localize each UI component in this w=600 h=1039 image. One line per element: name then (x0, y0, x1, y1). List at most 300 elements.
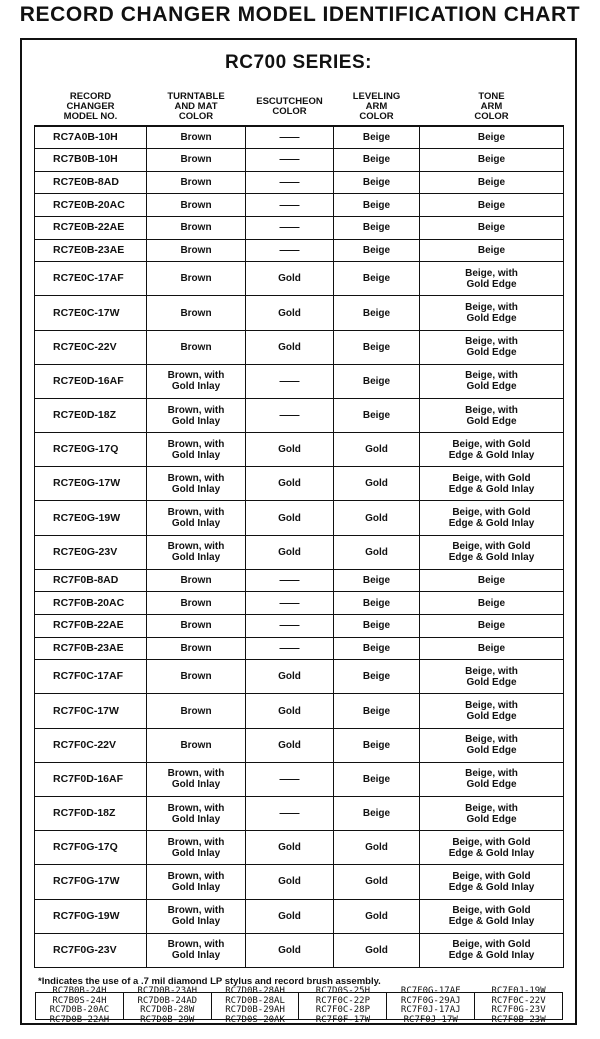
tone-arm-color-cell (420, 262, 564, 296)
cell-line: Brown (180, 575, 212, 587)
table-row (35, 899, 564, 933)
turntable-color-cell (147, 149, 246, 172)
footnote-model-item: RC7F0B-23W (491, 1014, 546, 1025)
cell-line: Gold Edge (466, 347, 517, 359)
cell-line: Gold Edge (466, 676, 517, 688)
cell-line: Edge & Gold Inlay (448, 483, 535, 495)
cell-line: Brown, with (167, 802, 225, 814)
leveling-arm-color-cell (334, 865, 420, 899)
model-number-cell: RC7F0G-19W (35, 899, 147, 933)
cell-line: Beige (362, 154, 391, 166)
turntable-color-cell (147, 217, 246, 240)
tone-arm-color-cell (420, 194, 564, 217)
cell-line: Gold Inlay (171, 847, 221, 859)
model-number-cell: RC7F0D-16AF (35, 762, 147, 796)
tone-arm-color-cell (420, 569, 564, 592)
footnote-model-item: RC7D0B-28AL (225, 995, 285, 1006)
turntable-color-cell (147, 262, 246, 296)
turntable-color-cell (147, 194, 246, 217)
escutcheon-color-cell (246, 501, 334, 535)
cell-line: Beige (477, 244, 506, 256)
cell-line: Beige, with (465, 336, 518, 348)
cell-line: Brown (180, 341, 212, 353)
table-row (35, 762, 564, 796)
cell-line: Beige, with Gold (452, 939, 531, 951)
cell-line: Edge & Gold Inlay (448, 449, 535, 461)
cell-line: Beige (362, 620, 391, 632)
escutcheon-color-cell (246, 694, 334, 728)
cell-line: Beige (362, 597, 391, 609)
footnote-model-item: RC7F0G-23V (491, 1005, 546, 1015)
model-number-cell: RC7E0C-17AF (35, 262, 147, 296)
cell-line: Beige (362, 273, 391, 285)
table-row (35, 398, 564, 432)
cell-line: Beige (362, 705, 391, 717)
tone-arm-color-cell (420, 796, 564, 830)
tone-arm-color-cell (420, 126, 564, 149)
tone-arm-color-cell (420, 933, 564, 967)
tone-arm-color-cell (420, 535, 564, 569)
header-line: ESCUTCHEON (256, 95, 323, 107)
turntable-color-cell (147, 831, 246, 865)
cell-line: Gold (365, 512, 388, 524)
model-number-cell: RC7E0B-23AE (35, 239, 147, 262)
cell-line: Beige, with (465, 404, 518, 416)
header-escutcheon-color (246, 86, 334, 126)
table-row (35, 615, 564, 638)
model-number-cell: RC7E0G-23V (35, 535, 147, 569)
cell-line: —— (279, 199, 300, 211)
page-title: RECORD CHANGER MODEL IDENTIFICATION CHART (19, 3, 581, 26)
cell-line: Gold (278, 546, 301, 558)
footnote-model-item: RC7F0F-17W (315, 1014, 370, 1025)
model-number-cell: RC7F0D-18Z (35, 796, 147, 830)
model-number-cell: RC7E0G-17W (35, 467, 147, 501)
footnote-model-item: RC7D0S-20AK (225, 1014, 285, 1025)
cell-line: Gold (365, 944, 388, 956)
cell-line: Gold (365, 546, 388, 558)
table-row (35, 217, 564, 240)
cell-line: Beige (362, 199, 391, 211)
cell-line: Gold Edge (466, 711, 517, 723)
header-line: TURNTABLE (167, 90, 225, 102)
cell-line: Gold (365, 876, 388, 888)
header-line: ARM (480, 100, 503, 112)
footnote-model-item: RC7F0C-28P (315, 1005, 370, 1015)
cell-line: —— (279, 808, 300, 820)
model-number-cell: RC7F0B-23AE (35, 637, 147, 660)
leveling-arm-color-cell (334, 831, 420, 865)
leveling-arm-color-cell (334, 262, 420, 296)
footnote-models-grid (35, 986, 563, 1025)
cell-line: Edge & Gold Inlay (448, 847, 535, 859)
leveling-arm-color-cell (334, 171, 420, 194)
cell-line: Brown (180, 273, 212, 285)
cell-line: Beige (362, 341, 391, 353)
header-line: ARM (365, 100, 388, 112)
cell-line: —— (279, 410, 300, 422)
cell-line: Brown (180, 705, 212, 717)
footnote-model-item: RC7D0B-29W (140, 1014, 195, 1025)
cell-line: Gold Edge (466, 313, 517, 324)
turntable-color-cell (147, 330, 246, 364)
cell-line: Gold Inlay (171, 552, 221, 564)
cell-line: —— (279, 177, 300, 189)
turntable-color-cell (147, 398, 246, 432)
table-row (35, 467, 564, 501)
cell-line: Gold (278, 444, 301, 456)
cell-line: Gold Inlay (171, 449, 221, 461)
cell-line: Beige (477, 154, 506, 166)
tone-arm-color-cell (420, 899, 564, 933)
table-row (35, 660, 564, 694)
tone-arm-color-cell (420, 660, 564, 694)
cell-line: Gold (278, 739, 301, 751)
cell-line: Brown, with (167, 438, 225, 450)
model-number-cell: RC7E0G-17Q (35, 433, 147, 467)
escutcheon-color-cell (246, 728, 334, 762)
cell-line: Beige (362, 307, 391, 319)
footnote-model-item: RC7F0G-17AF (400, 986, 461, 996)
model-number-cell: RC7F0G-23V (35, 933, 147, 967)
leveling-arm-color-cell (334, 694, 420, 728)
leveling-arm-color-cell (334, 569, 420, 592)
tone-arm-color-cell (420, 637, 564, 660)
leveling-arm-color-cell (334, 796, 420, 830)
cell-line: Brown (180, 199, 212, 211)
leveling-arm-color-cell (334, 615, 420, 638)
table-row (35, 933, 564, 967)
cell-line: Gold Edge (466, 745, 517, 757)
cell-line: Edge & Gold Inlay (448, 950, 535, 962)
escutcheon-color-cell (246, 364, 334, 398)
escutcheon-color-cell (246, 262, 334, 296)
cell-line: Gold (278, 307, 301, 319)
cell-line: Brown (180, 671, 212, 683)
model-number-cell: RC7A0B-10H (35, 126, 147, 149)
cell-line: Gold Inlay (171, 881, 221, 893)
cell-line: Gold (365, 444, 388, 456)
leveling-arm-color-cell (334, 433, 420, 467)
cell-line: Gold Inlay (171, 950, 221, 962)
footnote-model-item: RC7F0G-29AJ (400, 995, 461, 1006)
turntable-color-cell (147, 364, 246, 398)
tone-arm-color-cell (420, 398, 564, 432)
leveling-arm-color-cell (334, 762, 420, 796)
cell-line: Beige (477, 597, 506, 609)
cell-line: Beige, with Gold (452, 870, 531, 882)
table-row (35, 796, 564, 830)
footnote-models-column (124, 986, 212, 1025)
identification-table (34, 86, 564, 968)
cell-line: Brown (180, 307, 212, 319)
tone-arm-color-cell (420, 501, 564, 535)
turntable-color-cell (147, 535, 246, 569)
cell-line: —— (279, 773, 300, 785)
header-line: COLOR (474, 110, 509, 122)
footnote-model-item: RC7B0B-24H (52, 986, 107, 996)
cell-line: Edge & Gold Inlay (448, 881, 535, 893)
series-title: RC700 SERIES: (225, 52, 372, 73)
cell-line: Beige (362, 773, 391, 785)
leveling-arm-color-cell (334, 660, 420, 694)
turntable-color-cell (147, 899, 246, 933)
model-number-cell: RC7F0C-17W (35, 694, 147, 728)
header-line: RECORD (69, 90, 112, 102)
table-row (35, 728, 564, 762)
cell-line: Beige (362, 575, 391, 587)
cell-line: Brown (180, 620, 212, 632)
tone-arm-color-cell (420, 865, 564, 899)
cell-line: Beige, with (465, 267, 518, 279)
footnote-model-item: RC7F0C-22P (315, 995, 370, 1006)
cell-line: Beige (477, 199, 506, 211)
table-row (35, 592, 564, 615)
cell-line: Beige (362, 410, 391, 422)
tone-arm-color-cell (420, 364, 564, 398)
cell-line: Beige (362, 375, 391, 387)
leveling-arm-color-cell (334, 398, 420, 432)
cell-line: Brown, with (167, 472, 225, 484)
header-row (35, 86, 564, 126)
cell-line: Gold Inlay (171, 813, 221, 825)
table-row (35, 433, 564, 467)
turntable-color-cell (147, 569, 246, 592)
cell-line: Beige, with (465, 370, 518, 382)
model-number-cell: RC7E0D-18Z (35, 398, 147, 432)
cell-line: Brown (180, 244, 212, 256)
table-row (35, 501, 564, 535)
tone-arm-color-cell (420, 433, 564, 467)
table-row (35, 831, 564, 865)
escutcheon-color-cell (246, 433, 334, 467)
cell-line: Brown, with (167, 905, 225, 917)
cell-line: Beige (477, 575, 506, 587)
cell-line: Brown, with (167, 541, 225, 553)
turntable-color-cell (147, 694, 246, 728)
table-row (35, 194, 564, 217)
cell-line: —— (279, 222, 300, 234)
leveling-arm-color-cell (334, 592, 420, 615)
cell-line: Brown, with (167, 507, 225, 519)
footnote-models-column (212, 986, 300, 1025)
cell-line: Brown (180, 739, 212, 751)
escutcheon-color-cell (246, 796, 334, 830)
cell-line: Beige (362, 132, 391, 144)
header-line: COLOR (178, 110, 214, 122)
cell-line: Gold (278, 273, 301, 285)
cell-line: Beige (477, 132, 506, 144)
chart-frame (20, 38, 577, 1025)
footnote-model-item: RC7F0J-17W (403, 1014, 458, 1025)
model-number-cell: RC7F0C-22V (35, 728, 147, 762)
header-line: AND MAT (174, 100, 218, 112)
model-number-cell: RC7E0D-16AF (35, 364, 147, 398)
cell-line: Beige (477, 620, 506, 632)
table-row (35, 535, 564, 569)
escutcheon-color-cell (246, 194, 334, 217)
cell-line: Beige (477, 642, 506, 654)
leveling-arm-color-cell (334, 933, 420, 967)
tone-arm-color-cell (420, 831, 564, 865)
footnote-model-item: RC7D0B-29AH (225, 1005, 285, 1015)
tone-arm-color-cell (420, 217, 564, 240)
turntable-color-cell (147, 296, 246, 330)
footnote-model-item: RC7D0B-22AH (49, 1014, 110, 1025)
escutcheon-color-cell (246, 831, 334, 865)
leveling-arm-color-cell (334, 467, 420, 501)
cell-line: Gold Inlay (171, 916, 221, 928)
turntable-color-cell (147, 660, 246, 694)
escutcheon-color-cell (246, 535, 334, 569)
cell-line: Beige (477, 222, 506, 234)
cell-line: —— (279, 575, 300, 587)
escutcheon-color-cell (246, 933, 334, 967)
footnote-model-item: RC7F0C-22V (491, 995, 546, 1006)
cell-line: —— (279, 375, 300, 387)
cell-line: Gold (278, 478, 301, 490)
cell-line: Beige (477, 177, 506, 189)
cell-line: Brown (180, 222, 212, 234)
tone-arm-color-cell (420, 615, 564, 638)
header-line: LEVELING (352, 90, 401, 102)
cell-line: Brown (180, 177, 212, 189)
cell-line: Gold Inlay (171, 518, 221, 530)
cell-line: —— (279, 154, 300, 166)
footnote-model-item: RC7D0B-28W (140, 1005, 195, 1015)
turntable-color-cell (147, 501, 246, 535)
header-line: COLOR (359, 110, 394, 122)
model-number-cell: RC7B0B-10H (35, 149, 147, 172)
cell-line: Beige (362, 177, 391, 189)
cell-line: Gold Inlay (171, 483, 221, 495)
cell-line: —— (279, 642, 300, 654)
cell-line: Gold (278, 341, 301, 353)
cell-line: —— (279, 597, 300, 609)
table-body (35, 126, 564, 968)
cell-line: Beige, with Gold (452, 507, 531, 519)
header-line: TONE (478, 90, 505, 102)
cell-line: Beige, with (465, 768, 518, 780)
model-number-cell: RC7E0G-19W (35, 501, 147, 535)
leveling-arm-color-cell (334, 217, 420, 240)
leveling-arm-color-cell (334, 239, 420, 262)
leveling-arm-color-cell (334, 728, 420, 762)
model-number-cell: RC7F0B-22AE (35, 615, 147, 638)
footnote-model-item: RC7F0J-19W (491, 986, 546, 996)
escutcheon-color-cell (246, 398, 334, 432)
escutcheon-color-cell (246, 660, 334, 694)
cell-line: —— (279, 244, 300, 256)
footnote-model-item: RC7D0B-28AH (225, 986, 285, 996)
cell-line: Gold (278, 512, 301, 524)
escutcheon-color-cell (246, 865, 334, 899)
footnote-models-column (475, 986, 562, 1025)
tone-arm-color-cell (420, 694, 564, 728)
turntable-color-cell (147, 637, 246, 660)
leveling-arm-color-cell (334, 194, 420, 217)
cell-line: Beige (362, 671, 391, 683)
leveling-arm-color-cell (334, 126, 420, 149)
cell-line: Beige, with (465, 302, 518, 313)
cell-line: Gold (278, 876, 301, 888)
footnote-model-item: RC7B0S-24H (52, 995, 107, 1006)
model-number-cell: RC7E0B-8AD (35, 171, 147, 194)
turntable-color-cell (147, 933, 246, 967)
model-number-cell: RC7F0C-17AF (35, 660, 147, 694)
escutcheon-color-cell (246, 149, 334, 172)
tone-arm-color-cell (420, 467, 564, 501)
model-number-cell: RC7E0B-20AC (35, 194, 147, 217)
header-line: COLOR (272, 105, 307, 117)
cell-line: Gold (278, 671, 301, 683)
leveling-arm-color-cell (334, 149, 420, 172)
cell-line: Beige, with (465, 665, 518, 677)
model-number-cell: RC7E0B-22AE (35, 217, 147, 240)
escutcheon-color-cell (246, 569, 334, 592)
cell-line: Gold (278, 910, 301, 922)
cell-line: Gold Inlay (171, 415, 221, 427)
cell-line: Gold Inlay (171, 381, 221, 393)
header-line: MODEL NO. (63, 110, 118, 122)
model-number-cell: RC7F0B-20AC (35, 592, 147, 615)
cell-line: Gold Edge (466, 779, 517, 791)
tone-arm-color-cell (420, 330, 564, 364)
turntable-color-cell (147, 615, 246, 638)
cell-line: Gold Edge (466, 813, 517, 825)
turntable-color-cell (147, 239, 246, 262)
cell-line: Edge & Gold Inlay (448, 518, 535, 530)
turntable-color-cell (147, 467, 246, 501)
cell-line: Brown, with (167, 870, 225, 882)
turntable-color-cell (147, 796, 246, 830)
tone-arm-color-cell (420, 762, 564, 796)
model-number-cell: RC7E0C-17W (35, 296, 147, 330)
cell-line: Beige (362, 222, 391, 234)
cell-line: Gold (365, 842, 388, 854)
header-leveling-arm-color (334, 86, 420, 126)
cell-line: Beige, with Gold (452, 836, 531, 848)
leveling-arm-color-cell (334, 535, 420, 569)
turntable-color-cell (147, 592, 246, 615)
table-row (35, 262, 564, 296)
cell-line: Brown, with (167, 768, 225, 780)
cell-line: Beige (362, 642, 391, 654)
cell-line: Edge & Gold Inlay (448, 916, 535, 928)
turntable-color-cell (147, 865, 246, 899)
footnote-model-item: RC7D0B-23AH (137, 986, 198, 996)
cell-line: Beige (362, 244, 391, 256)
model-number-cell: RC7E0C-22V (35, 330, 147, 364)
tone-arm-color-cell (420, 296, 564, 330)
footnote-models-column (36, 986, 124, 1025)
header-turntable-color (147, 86, 246, 126)
cell-line: Brown, with (167, 370, 225, 382)
cell-line: Edge & Gold Inlay (448, 552, 535, 564)
leveling-arm-color-cell (334, 364, 420, 398)
turntable-color-cell (147, 433, 246, 467)
tone-arm-color-cell (420, 728, 564, 762)
footnote-model-item: RC7F0J-17AJ (400, 1005, 461, 1015)
escutcheon-color-cell (246, 467, 334, 501)
footnote-models-column (299, 986, 387, 1025)
cell-line: Gold Edge (466, 381, 517, 393)
escutcheon-color-cell (246, 239, 334, 262)
cell-line: Beige, with Gold (452, 541, 531, 553)
leveling-arm-color-cell (334, 501, 420, 535)
table-row (35, 149, 564, 172)
cell-line: Gold Inlay (171, 779, 221, 791)
